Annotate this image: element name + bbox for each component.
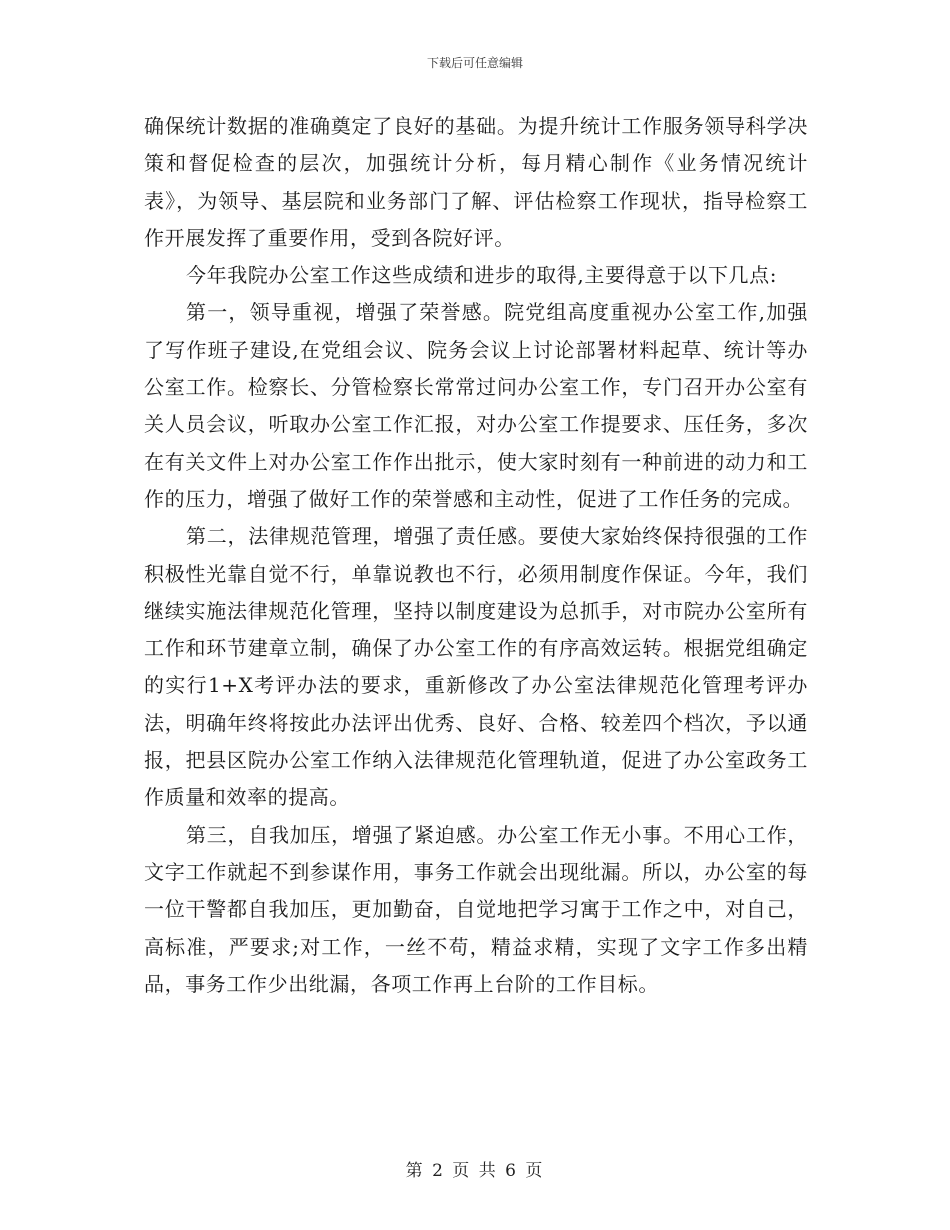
paragraph-summary-intro: 今年我院办公室工作这些成绩和进步的取得,主要得意于以下几点: [186,263,778,288]
paragraph-point-one: 第一，领导重视，增强了荣誉感。院党组高度重视办公室工作,加强了写作班子建设,在党组会议、院务会议上讨论部署材料起草、统计等办公室工作。检察长、分管检察长常常过问办公室工作，专门召开办公室有关人员会议，听取办公室工作汇报，对办公室工作提要求、压任务，多次在有关文件上对办公室工作作出批示，使大家时刻有一种前进的动力和工作的压力，增强了做好工作的荣誉感和主动性，促进了工作任务的完成。 [144,300,808,511]
paragraph-continuation: 确保统计数据的准确奠定了良好的基础。为提升统计工作服务领导科学决策和督促检查的层次，加强统计分析，每月精心制作《业务情况统计表》，为领导、基层院和业务部门了解、评估检察工作现状，指导检察工作开展发挥了重要作用，受到各院好评。 [144,114,808,250]
document-body [144,108,808,1003]
page-header: 下载后可任意编辑 [426,56,523,70]
paragraph-point-two: 第二，法律规范管理，增强了责任感。要使大家始终保持很强的工作积极性光靠自觉不行，单靠说教也不行，必须用制度作保证。今年，我们继续实施法律规范化管理，坚持以制度建设为总抓手，对市院办公室所有工作和环节建章立制，确保了办公室工作的有序高效运转。根据党组确定的实行1+X考评办法的要求，重新修改了办公室法律规范化管理考评办法，明确年终将按此办法评出优秀、良好、合格、较差四个档次，予以通报，把县区院办公室工作纳入法律规范化管理轨道，促进了办公室政务工作质量和效率的提高。 [144,524,808,810]
page-number: 第 2 页 共 6 页 [405,1161,545,1181]
paragraph-point-three: 第三，自我加压，增强了紧迫感。办公室工作无小事。不用心工作，文字工作就起不到参谋作用，事务工作就会出现纰漏。所以，办公室的每一位干警都自我加压，更加勤奋，自觉地把学习寓于工作之中，对自己，高标准，严要求;对工作，一丝不苟，精益求精，实现了文字工作多出精品，事务工作少出纰漏，各项工作再上台阶的工作目标。 [144,822,808,996]
